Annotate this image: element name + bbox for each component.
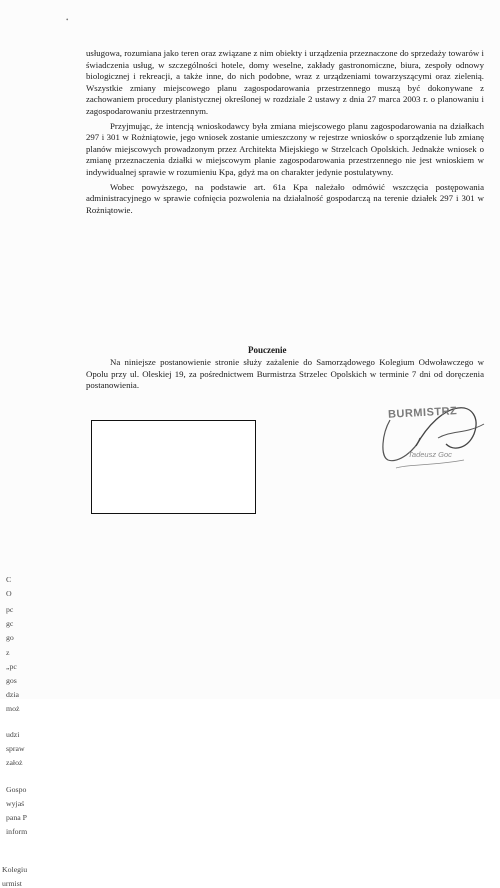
- bleed-line: spraw: [6, 744, 25, 753]
- bleed-line: dzia: [6, 690, 19, 699]
- section-heading-pouczenie: Pouczenie: [248, 345, 287, 355]
- paragraph-applicant-intent: Przyjmując, że intencją wnioskodawcy była zmiana miejscowego planu zagospodarowania na działkach 297 i 301 w Rożniątowie, jego wniosek zostanie umieszczony w rejestrze wniosków o sporządzenie lub zmianę planów miejscowych prowadzonym przez Architekta Miejskiego w Strzelcach Opolskich. Jednakże wniosek o zmianę przeznaczenia działki w miejscowym planie zagospodarowania przestrzennego nie jest wnioskiem w indywidualnej sprawie w rozumieniu Kpa, gdyż ma on charakter jedynie postulatywny.: [86, 120, 484, 177]
- bleed-line: moż: [6, 704, 20, 713]
- paragraph-decision: Wobec powyższego, na podstawie art. 61a Kpa należało odmówić wszczęcia postępowania administracyjnego w sprawie cofnięcia pozwolenia na działalność gospodarczą na terenie działek 297 i 301 w Rożniątowie.: [86, 181, 484, 215]
- scan-mark: •: [66, 16, 69, 24]
- bleed-line: pana P: [6, 813, 28, 822]
- bleed-line: O: [6, 589, 12, 598]
- stamp-title: BURMISTRZ: [387, 405, 458, 421]
- bleed-line: gc: [6, 619, 14, 628]
- mayor-stamp-signature: [368, 394, 488, 484]
- bleed-line: z: [6, 648, 10, 657]
- bleed-line: „pc: [6, 662, 17, 671]
- bleed-line: go: [6, 633, 14, 642]
- bleed-line: wyjaś: [6, 799, 25, 808]
- bleed-line: pc: [6, 605, 14, 614]
- document-body: [86, 48, 484, 219]
- redacted-area: [91, 420, 256, 514]
- stamp-name: Tadeusz Goc: [408, 450, 452, 459]
- bleed-line: gos: [6, 676, 17, 685]
- appeal-notice: Na niniejsze postanowienie stronie służy zażalenie do Samorządowego Kolegium Odwoławczego w Opolu przy ul. Oleskiej 19, za pośrednictwem Burmistrza Strzelec Opolskich w terminie 7 dni od doręczenia postanowienia.: [86, 357, 484, 391]
- bleed-line: urmist: [2, 879, 22, 888]
- bleed-line: inform: [6, 827, 28, 836]
- paragraph-usage-definition: usługowa, rozumiana jako teren oraz związane z nim obiekty i urządzenia przeznaczone do sprzedaży towarów i świadczenia usług, w szczególności hotele, domy weselne, zakłady gastronomiczne, biura, zespoły odnowy biologicznej i rekreacji, a także inne, do nich podobne, wraz z urządzeniami towarzyszącymi oraz zielenią. Wszystkie zmiany miejscowego planu zagospodarowania przestrzennego muszą być dokonywane z zachowaniem procedury planistycznej określonej w rozdziale 2 ustawy z dnia 27 marca 2003 r. o planowaniu i zagospodarowaniu przestrzennym.: [86, 48, 484, 116]
- bleed-line: C: [6, 575, 12, 584]
- bleed-line: Kolegiu: [2, 865, 28, 874]
- bleed-line: Gospo: [6, 785, 27, 794]
- bleed-line: udzi: [6, 730, 20, 739]
- bleed-line: założ: [6, 758, 23, 767]
